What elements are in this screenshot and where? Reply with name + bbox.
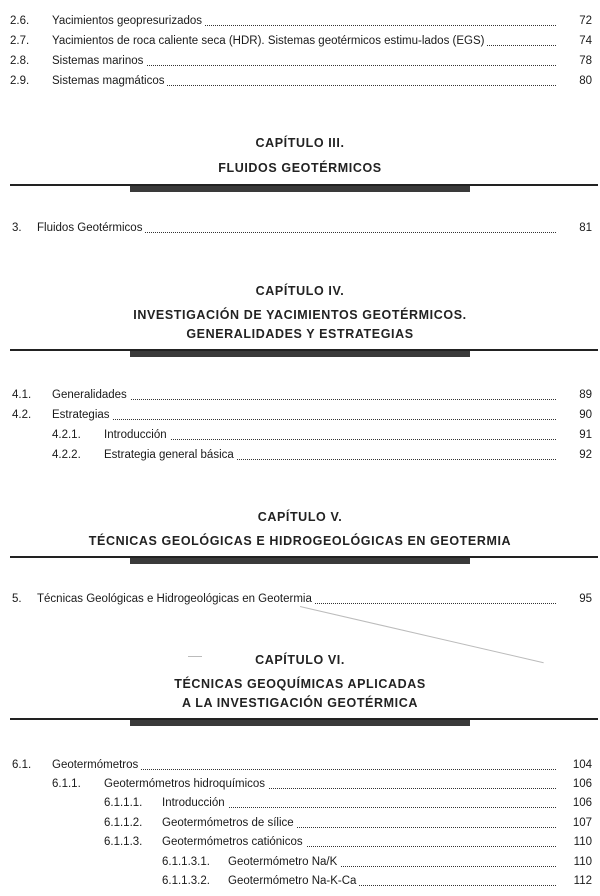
toc-entry-page: 106 <box>556 795 592 811</box>
toc-entry-page: 89 <box>556 387 592 403</box>
toc-entry <box>0 407 600 423</box>
toc-entry <box>0 427 600 443</box>
toc-entry-page: 81 <box>556 220 592 236</box>
chapter-title: GENERALIDADES Y ESTRATEGIAS <box>186 327 414 341</box>
chapter-label: CAPÍTULO V. <box>257 510 343 524</box>
chapter-title: INVESTIGACIÓN DE YACIMIENTOS GEOTÉRMICOS. <box>133 308 467 322</box>
chapter-divider-bar <box>130 186 470 192</box>
toc-entry-text: Geotermómetros <box>52 757 141 773</box>
toc-entry-number: 2.7. <box>10 35 30 47</box>
toc-entry-page: 106 <box>556 776 592 792</box>
toc-entry-text: Fluidos Geotérmicos <box>37 220 145 236</box>
toc-entry-page: 78 <box>556 53 592 69</box>
toc-entry <box>0 387 600 403</box>
toc-entry-text: Introducción <box>162 795 228 811</box>
toc-entry-number: 4.2. <box>12 409 32 421</box>
toc-entry-page: 107 <box>556 815 592 831</box>
toc-entry-number: 6.1.1.1. <box>104 797 143 809</box>
toc-entry <box>0 815 600 831</box>
toc-entry-text: Sistemas magmáticos <box>52 73 167 89</box>
toc-entry-text: Sistemas marinos <box>52 53 146 69</box>
toc-entry <box>0 53 600 69</box>
toc-entry <box>0 757 600 773</box>
toc-entry-number: 2.9. <box>10 75 30 87</box>
toc-entry-page: 95 <box>556 591 592 607</box>
toc-entry <box>0 591 600 607</box>
chapter-title: A LA INVESTIGACIÓN GEOTÉRMICA <box>182 696 418 710</box>
toc-entry-number: 3. <box>12 222 22 234</box>
toc-entry <box>0 795 600 811</box>
chapter-title: TÉCNICAS GEOQUÍMICAS APLICADAS <box>174 677 426 691</box>
chapter-label: CAPÍTULO IV. <box>255 284 345 298</box>
toc-entry <box>0 220 600 236</box>
toc-entry <box>0 873 600 889</box>
toc-entry-number: 6.1. <box>12 759 32 771</box>
chapter-divider-bar <box>130 351 470 357</box>
toc-entry-page: 74 <box>556 33 592 49</box>
toc-entry-number: 4.2.2. <box>52 449 81 461</box>
toc-entry-page: 104 <box>556 757 592 773</box>
toc-entry-number: 6.1.1.3.2. <box>162 875 210 887</box>
toc-entry-page: 72 <box>556 13 592 29</box>
toc-entry-text: Yacimientos geopresurizados <box>52 13 205 29</box>
toc-entry-text: Generalidades <box>52 387 130 403</box>
toc-entry <box>0 776 600 792</box>
chapter-divider-bar <box>130 720 470 726</box>
toc-entry-text: Geotermómetros catiónicos <box>162 834 306 850</box>
toc-entry-number: 6.1.1.3.1. <box>162 856 210 868</box>
toc-entry-page: 80 <box>556 73 592 89</box>
toc-entry-text: Geotermómetros de sílice <box>162 815 297 831</box>
toc-entry-text: Yacimientos de roca caliente seca (HDR). Sistemas geotérmicos estimu-lados (EGS) <box>52 33 487 49</box>
toc-entry-number: 6.1.1.2. <box>104 817 143 829</box>
toc-entry-text: Estrategias <box>52 407 113 423</box>
toc-entry-text: Introducción <box>104 427 170 443</box>
toc-entry-number: 4.2.1. <box>52 429 81 441</box>
toc-entry <box>0 33 600 49</box>
toc-entry-page: 90 <box>556 407 592 423</box>
toc-entry-number: 6.1.1.3. <box>104 836 143 848</box>
toc-entry-number: 2.6. <box>10 15 30 27</box>
chapter-title: TÉCNICAS GEOLÓGICAS E HIDROGEOLÓGICAS EN GEOTERMIA <box>88 534 512 548</box>
toc-entry-number: 4.1. <box>12 389 32 401</box>
toc-entry-text: Técnicas Geológicas e Hidrogeológicas en Geotermia <box>37 591 315 607</box>
toc-entry-text: Geotermómetro Na/K <box>228 854 340 870</box>
toc-entry <box>0 73 600 89</box>
chapter-label: CAPÍTULO III. <box>255 136 345 150</box>
toc-entry <box>0 834 600 850</box>
toc-entry-text: Estrategia general básica <box>104 447 237 463</box>
chapter-title: FLUIDOS GEOTÉRMICOS <box>218 161 382 175</box>
toc-entry-page: 91 <box>556 427 592 443</box>
toc-entry-number: 6.1.1. <box>52 778 81 790</box>
toc-entry <box>0 447 600 463</box>
toc-entry <box>0 854 600 870</box>
toc-entry-text: Geotermómetros hidroquímicos <box>104 776 268 792</box>
toc-entry-page: 110 <box>556 854 592 870</box>
chapter-divider-bar <box>130 558 470 564</box>
toc-entry <box>0 13 600 29</box>
chapter-label: CAPÍTULO VI. <box>255 653 345 667</box>
toc-entry-page: 110 <box>556 834 592 850</box>
toc-entry-number: 2.8. <box>10 55 30 67</box>
toc-entry-page: 112 <box>556 873 592 889</box>
toc-entry-page: 92 <box>556 447 592 463</box>
toc-entry-text: Geotermómetro Na-K-Ca <box>228 873 359 889</box>
toc-entry-number: 5. <box>12 593 22 605</box>
